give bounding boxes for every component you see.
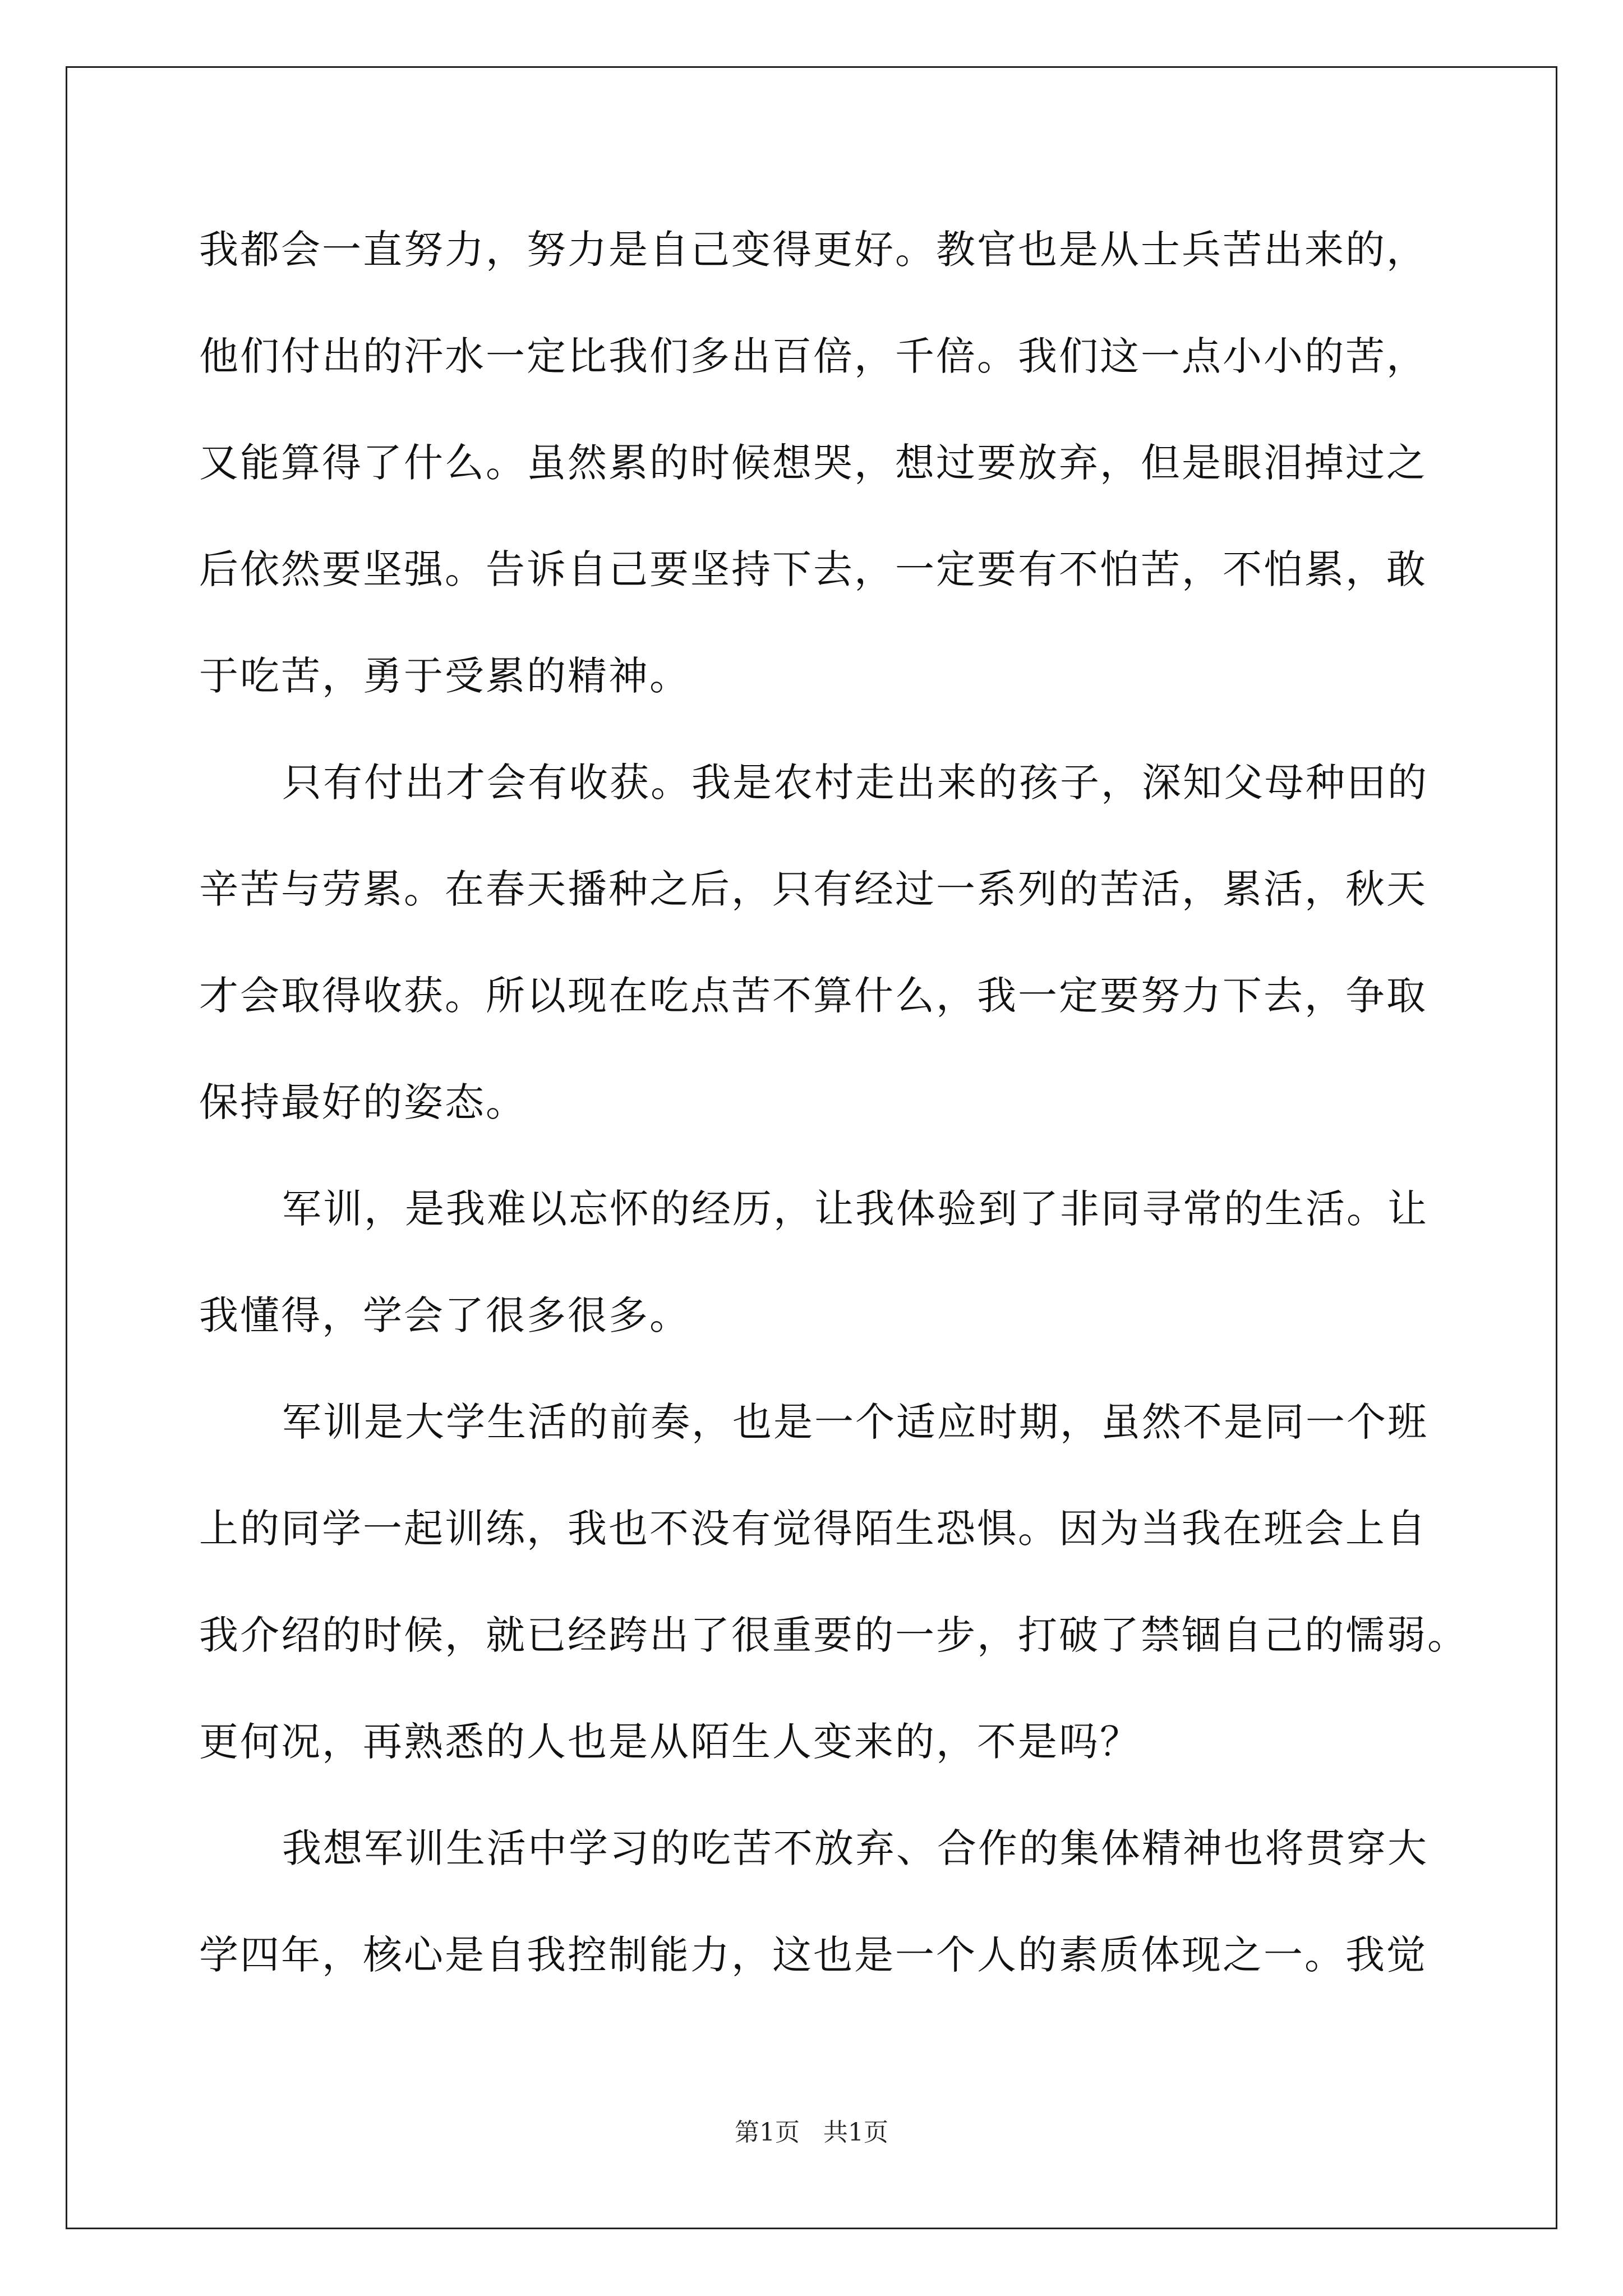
text-line: 上的同学一起训练，我也不没有觉得陌生恐惧。因为当我在班会上自 (199, 1506, 1427, 1552)
page-footer: 第1页 共1页 (735, 2118, 888, 2147)
text-line: 保持最好的姿态。 (199, 1079, 527, 1125)
text-line: 学四年，核心是自我控制能力，这也是一个人的素质体现之一。我觉 (199, 1932, 1427, 1978)
paragraph-1 (199, 216, 1506, 749)
text-line-indented: 军训，是我难以忘怀的经历，让我体验到了非同寻常的生活。让 (282, 1186, 1428, 1232)
text-line: 我都会一直努力，努力是自己变得更好。教官也是从士兵苦出来的， (199, 227, 1427, 273)
paragraph-2 (199, 749, 1506, 1175)
text-line: 于吃苦，勇于受累的精神。 (199, 653, 690, 699)
text-line: 后依然要坚强。告诉自己要坚持下去，一定要有不怕苦，不怕累，敢 (199, 546, 1427, 592)
text-line-indented: 军训是大学生活的前奏，也是一个适应时期，虽然不是同一个班 (282, 1399, 1428, 1445)
paragraph-3 (199, 1175, 1506, 1388)
paragraph-4 (199, 1388, 1506, 1815)
text-line: 又能算得了什么。虽然累的时候想哭，想过要放弃，但是眼泪掉过之 (199, 440, 1427, 486)
text-line: 更何况，再熟悉的人也是从陌生人变来的，不是吗？ (199, 1719, 1141, 1765)
text-line: 我懂得，学会了很多很多。 (199, 1292, 690, 1338)
document-body (199, 216, 1506, 2028)
text-line: 才会取得收获。所以现在吃点苦不算什么，我一定要努力下去，争取 (199, 973, 1427, 1019)
text-line-indented: 我想军训生活中学习的吃苦不放弃、合作的集体精神也将贯穿大 (282, 1825, 1428, 1871)
text-line: 他们付出的汗水一定比我们多出百倍，千倍。我们这一点小小的苦， (199, 333, 1427, 379)
text-line: 我介绍的时候，就已经跨出了很重要的一步，打破了禁锢自己的懦弱。 (199, 1612, 1468, 1658)
paragraph-5 (199, 1815, 1506, 2028)
text-line: 辛苦与劳累。在春天播种之后，只有经过一系列的苦活，累活，秋天 (199, 866, 1427, 912)
text-line-indented: 只有付出才会有收获。我是农村走出来的孩子，深知父母种田的 (282, 760, 1428, 806)
